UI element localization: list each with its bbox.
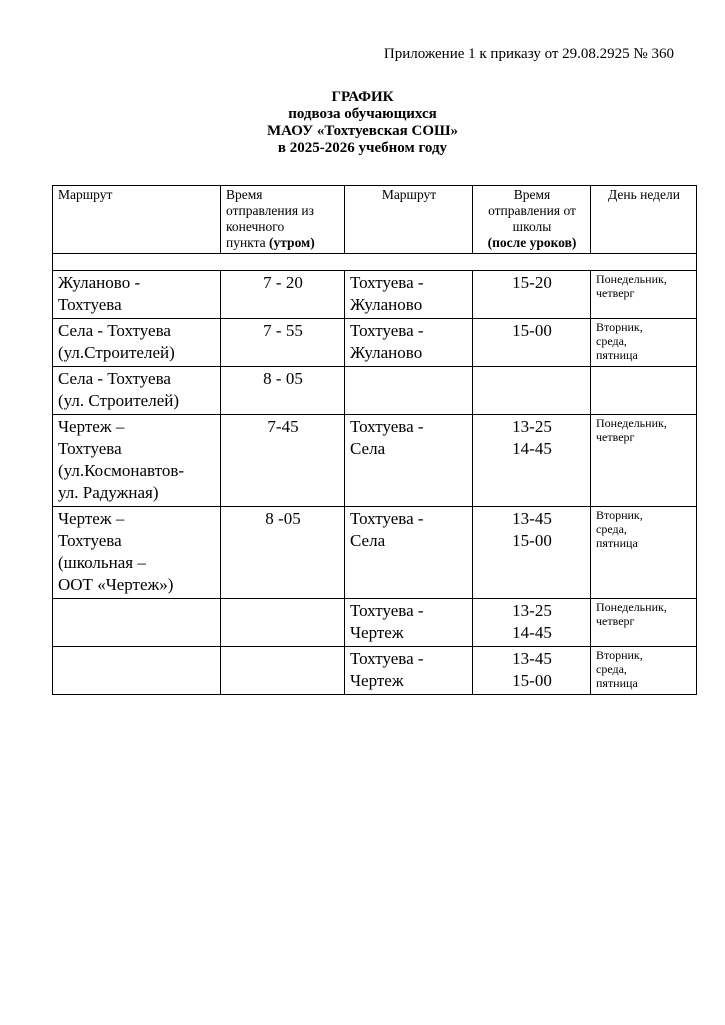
cell-time-morning-text: 7 - 55	[263, 321, 303, 340]
spacer-row	[53, 254, 697, 271]
cell-route-return-text: Тохтуева -	[350, 601, 424, 620]
cell-time-morning-text: 7-45	[267, 417, 299, 436]
cell-weekday-text: Вторник,	[596, 508, 643, 522]
document-title	[0, 89, 725, 157]
col-header-text: отправления из	[226, 203, 314, 218]
cell-weekday-text: пятница	[596, 536, 638, 550]
cell-route-morning-text: ул. Радужная)	[58, 483, 159, 502]
col-header-bold-text: (утром)	[269, 235, 315, 250]
cell-route-return	[345, 599, 473, 647]
cell-route-return-text: Жуланово	[350, 295, 423, 314]
cell-route-morning	[53, 271, 221, 319]
cell-time-return	[473, 507, 591, 599]
cell-weekday	[591, 271, 697, 319]
col-header-text: Время	[226, 187, 263, 202]
cell-weekday	[591, 507, 697, 599]
cell-route-return-text: Тохтуева -	[350, 273, 424, 292]
cell-time-return	[473, 415, 591, 507]
cell-route-morning	[53, 507, 221, 599]
cell-route-return-text: Тохтуева -	[350, 321, 424, 340]
cell-time-return-text: 13-45	[512, 649, 552, 668]
cell-route-morning-text: Села - Тохтуева	[58, 321, 171, 340]
cell-time-return-text: 15-00	[512, 671, 552, 690]
col-header-text: конечного	[226, 219, 285, 234]
cell-weekday	[591, 367, 697, 415]
cell-route-return	[345, 415, 473, 507]
cell-weekday-text: Понедельник,	[596, 600, 667, 614]
cell-route-morning-text: Тохтуева	[58, 439, 122, 458]
cell-weekday-text: четверг	[596, 430, 635, 444]
cell-route-return-text: Жуланово	[350, 343, 423, 362]
col-header-text: Время	[513, 187, 551, 202]
cell-route-return	[345, 507, 473, 599]
cell-weekday	[591, 415, 697, 507]
cell-time-return-text: 13-45	[512, 509, 552, 528]
cell-route-morning	[53, 647, 221, 695]
cell-time-return-text: 14-45	[512, 623, 552, 642]
cell-weekday-text: Вторник,	[596, 320, 643, 334]
appendix-note: Приложение 1 к приказу от 29.08.2925 № 360	[383, 46, 674, 62]
col-header-text: пункта	[226, 235, 270, 250]
cell-time-return-text: 13-25	[512, 417, 552, 436]
cell-route-return-text: Чертеж	[350, 671, 404, 690]
cell-weekday-text: Понедельник,	[596, 416, 667, 430]
cell-route-return-text: Села	[350, 531, 386, 550]
cell-time-morning	[221, 507, 345, 599]
cell-route-morning-text: (ул.Строителей)	[58, 343, 175, 362]
table-row	[53, 507, 697, 599]
cell-route-morning-text: Чертеж –	[58, 509, 125, 528]
cell-time-return	[473, 319, 591, 367]
title-line-3: МАОУ «Тохтуевская СОШ»	[267, 123, 458, 139]
table-header-row	[53, 186, 697, 254]
title-line-2: подвоза обучающихся	[288, 106, 437, 122]
cell-route-morning-text: (школьная –	[58, 553, 146, 572]
cell-time-return	[473, 647, 591, 695]
cell-time-return-text: 15-20	[512, 273, 552, 292]
cell-route-return-text: Тохтуева -	[350, 509, 424, 528]
cell-time-morning-text: 8 -05	[265, 509, 301, 528]
cell-weekday-text: четверг	[596, 286, 635, 300]
cell-time-morning	[221, 647, 345, 695]
cell-route-morning-text: Села - Тохтуева	[58, 369, 171, 388]
cell-route-return	[345, 319, 473, 367]
cell-time-morning	[221, 319, 345, 367]
cell-time-morning	[221, 415, 345, 507]
cell-route-return	[345, 367, 473, 415]
table-row	[53, 319, 697, 367]
col-header-text	[226, 235, 340, 251]
cell-time-return-text: 13-25	[512, 601, 552, 620]
cell-weekday-text: среда,	[596, 522, 627, 536]
col-header-weekday: День недели	[591, 186, 697, 254]
cell-route-return	[345, 647, 473, 695]
cell-weekday	[591, 647, 697, 695]
cell-route-morning	[53, 319, 221, 367]
cell-time-morning-text: 8 - 05	[263, 369, 303, 388]
cell-route-morning	[53, 415, 221, 507]
cell-time-return-text: 15-00	[512, 531, 552, 550]
col-header-text: школы	[512, 219, 552, 234]
cell-time-return	[473, 367, 591, 415]
cell-route-morning-text: (ул.Космонавтов-	[58, 461, 185, 480]
cell-weekday	[591, 599, 697, 647]
cell-route-return-text: Тохтуева -	[350, 417, 424, 436]
cell-route-return-text: Села	[350, 439, 386, 458]
title-line-1: ГРАФИК	[331, 89, 394, 105]
cell-weekday-text: Вторник,	[596, 648, 643, 662]
cell-weekday-text: пятница	[596, 676, 638, 690]
cell-weekday-text: среда,	[596, 662, 627, 676]
cell-time-return	[473, 271, 591, 319]
table-row	[53, 647, 697, 695]
cell-time-return-text: 14-45	[512, 439, 552, 458]
cell-route-morning-text: Тохтуева	[58, 295, 122, 314]
cell-weekday-text: пятница	[596, 348, 638, 362]
cell-route-morning-text: Тохтуева	[58, 531, 122, 550]
cell-route-morning-text: (ул. Строителей)	[58, 391, 180, 410]
cell-time-morning	[221, 599, 345, 647]
title-line-4: в 2025-2026 учебном году	[277, 140, 448, 156]
cell-weekday-text: Понедельник,	[596, 272, 667, 286]
col-header-time-return	[473, 186, 591, 254]
spacer-cell	[53, 254, 697, 271]
col-header-text: отправления от	[488, 203, 576, 218]
table-row	[53, 271, 697, 319]
table-row	[53, 415, 697, 507]
cell-route-return	[345, 271, 473, 319]
cell-time-return-text: 15-00	[512, 321, 552, 340]
cell-weekday-text: среда,	[596, 334, 627, 348]
col-header-route-return: Маршрут	[345, 186, 473, 254]
col-header-time-morning	[221, 186, 345, 254]
cell-route-morning	[53, 367, 221, 415]
col-header-bold-text: (после уроков)	[487, 235, 577, 250]
cell-time-morning	[221, 271, 345, 319]
cell-route-return-text: Чертеж	[350, 623, 404, 642]
cell-route-morning-text: Жуланово -	[58, 273, 141, 292]
cell-time-morning	[221, 367, 345, 415]
cell-route-return-text: Тохтуева -	[350, 649, 424, 668]
cell-route-morning	[53, 599, 221, 647]
table-row	[53, 367, 697, 415]
cell-weekday	[591, 319, 697, 367]
table-row	[53, 599, 697, 647]
cell-time-morning-text: 7 - 20	[263, 273, 303, 292]
col-header-route-morning: Маршрут	[53, 186, 221, 254]
cell-time-return	[473, 599, 591, 647]
cell-route-morning-text: Чертеж –	[58, 417, 125, 436]
schedule-table	[52, 185, 697, 695]
cell-weekday-text: четверг	[596, 614, 635, 628]
cell-route-morning-text: ООТ «Чертеж»)	[58, 575, 174, 594]
